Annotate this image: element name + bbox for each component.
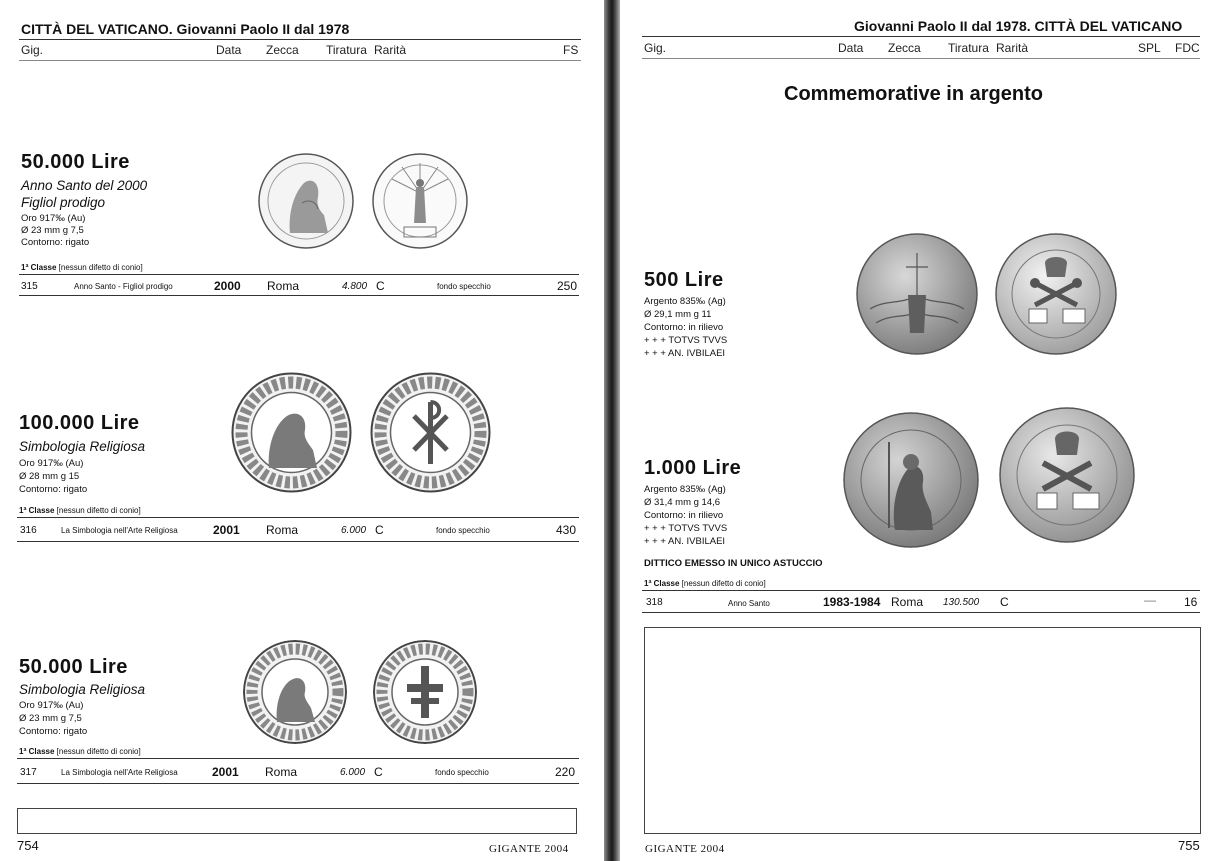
footer-brand: GIGANTE 2004 [645, 843, 725, 855]
row-fs: 430 [556, 523, 577, 537]
coin-obverse-image [843, 412, 979, 548]
col-fs: FS [563, 43, 579, 57]
row-spl: — [1144, 593, 1156, 607]
classe-note: [nessun difetto di conio] [56, 506, 141, 515]
row-gig: 317 [20, 767, 37, 778]
section-title: Commemorative in argento [784, 83, 1043, 105]
row-note: fondo specchio [436, 526, 490, 535]
row-desc: La Simbologia nell'Arte Religiosa [61, 768, 178, 777]
coin-obverse-image [231, 372, 352, 493]
row-tiratura: 6.000 [340, 767, 366, 778]
row-top-rule [17, 758, 579, 759]
row-note: fondo specchio [437, 282, 491, 291]
entry-denomination: 100.000 Lire [19, 412, 140, 434]
entry-spec: + + + TOTVS TVVS [644, 335, 728, 346]
col-zecca: Zecca [266, 43, 299, 57]
row-zecca: Roma [266, 523, 299, 537]
right-header-title: Giovanni Paolo II dal 1978. CITTÀ DEL VATICANO [854, 18, 1183, 34]
coin-obverse-image [243, 640, 347, 744]
col-tiratura: Tiratura [948, 41, 989, 55]
col-spl: SPL [1138, 41, 1161, 55]
entry-subtitle: Figliol prodigo [21, 195, 106, 210]
row-rarita: C [1000, 595, 1009, 609]
row-zecca: Roma [265, 765, 298, 779]
right-page [620, 0, 1221, 861]
dittico-note: DITTICO EMESSO IN UNICO ASTUCCIO [644, 558, 823, 569]
entry-spec: Oro 917‰ (Au) [19, 458, 84, 469]
col-rarita: Rarità [996, 41, 1029, 55]
footer-brand: GIGANTE 2004 [489, 843, 569, 855]
row-top-rule [19, 274, 579, 275]
col-data: Data [216, 43, 242, 57]
row-tiratura: 6.000 [341, 525, 367, 536]
entry-spec: Ø 28 mm g 15 [19, 471, 80, 482]
row-fdc: 16 [1184, 595, 1198, 609]
row-gig: 315 [21, 281, 38, 292]
entry-spec: Oro 917‰ (Au) [21, 213, 86, 224]
row-note: fondo specchio [435, 768, 489, 777]
entry-spec: Contorno: in rilievo [644, 322, 724, 333]
classe-note: [nessun difetto di conio] [681, 579, 766, 588]
coin-reverse-image [370, 372, 491, 493]
coin-obverse-image [258, 153, 354, 249]
empty-box [17, 808, 577, 834]
col-gig: Gig. [21, 43, 44, 57]
row-bottom-rule [19, 295, 579, 296]
entry-denomination: 50.000 Lire [19, 656, 128, 678]
entry-denomination: 1.000 Lire [644, 457, 742, 479]
coin-reverse-image [372, 153, 468, 249]
entry-denomination: 500 Lire [644, 269, 724, 291]
row-rarita: C [374, 765, 383, 779]
row-gig: 318 [646, 597, 663, 608]
entry-spec: Ø 23 mm g 7,5 [21, 225, 84, 236]
entry-spec: + + + AN. IVBILAEI [644, 536, 726, 547]
empty-box [644, 627, 1201, 834]
page-number: 755 [1178, 838, 1200, 853]
entry-spec: Contorno: rigato [19, 484, 88, 495]
row-zecca: Roma [891, 595, 924, 609]
subheader-rule [19, 60, 581, 61]
row-gig: 316 [20, 525, 37, 536]
coin-reverse-image [999, 407, 1135, 543]
row-data: 2001 [212, 765, 239, 779]
row-desc: Anno Santo - Figliol prodigo [74, 282, 173, 291]
left-header-title: CITTÀ DEL VATICANO. Giovanni Paolo II dal 1978 [21, 21, 350, 37]
row-tiratura: 4.800 [342, 281, 368, 292]
classe-bold: 1ª Classe [19, 747, 55, 756]
entry-spec: Argento 835‰ (Ag) [644, 296, 726, 307]
coin-reverse-image [995, 233, 1117, 355]
row-tiratura: 130.500 [943, 597, 980, 608]
book-spine [604, 0, 620, 861]
entry-subtitle: Simbologia Religiosa [19, 439, 146, 454]
entry-spec: Ø 23 mm g 7,5 [19, 713, 82, 724]
entry-denomination: 50.000 Lire [21, 151, 130, 173]
classe-note: [nessun difetto di conio] [56, 747, 141, 756]
row-bottom-rule [17, 541, 579, 542]
entry-spec: + + + TOTVS TVVS [644, 523, 728, 534]
row-zecca: Roma [267, 279, 300, 293]
entry-spec: Contorno: in rilievo [644, 510, 724, 521]
subheader-rule [642, 58, 1200, 59]
row-top-rule [17, 517, 579, 518]
row-data: 2001 [213, 523, 240, 537]
col-zecca: Zecca [888, 41, 921, 55]
classe-bold: 1ª Classe [21, 263, 57, 272]
classe-label [19, 506, 141, 515]
row-rarita: C [375, 523, 384, 537]
row-desc: Anno Santo [728, 599, 770, 608]
row-data: 1983-1984 [823, 595, 881, 609]
coin-reverse-image [373, 640, 477, 744]
row-bottom-rule [17, 783, 579, 784]
classe-bold: 1ª Classe [644, 579, 680, 588]
entry-spec: Ø 29,1 mm g 11 [644, 309, 712, 320]
classe-bold: 1ª Classe [19, 506, 55, 515]
row-data: 2000 [214, 279, 241, 293]
row-rarita: C [376, 279, 385, 293]
row-top-rule [642, 590, 1200, 591]
entry-subtitle: Anno Santo del 2000 [21, 178, 148, 193]
entry-spec: Oro 917‰ (Au) [19, 700, 84, 711]
page-number: 754 [17, 838, 39, 853]
entry-spec: Ø 31,4 mm g 14,6 [644, 497, 721, 508]
row-desc: La Simbologia nell'Arte Religiosa [61, 526, 178, 535]
left-page [0, 0, 604, 861]
col-fdc: FDC [1175, 41, 1200, 55]
col-data: Data [838, 41, 864, 55]
col-gig: Gig. [644, 41, 667, 55]
row-fs: 250 [557, 279, 578, 293]
col-rarita: Rarità [374, 43, 407, 57]
classe-note: [nessun difetto di conio] [58, 263, 143, 272]
classe-label [19, 747, 141, 756]
header-rule [19, 39, 581, 40]
col-tiratura: Tiratura [326, 43, 367, 57]
entry-spec: Contorno: rigato [21, 237, 90, 248]
row-bottom-rule [642, 612, 1200, 613]
entry-subtitle: Simbologia Religiosa [19, 682, 146, 697]
classe-label [21, 263, 143, 272]
entry-spec: Contorno: rigato [19, 726, 88, 737]
row-fs: 220 [555, 765, 576, 779]
header-rule [642, 36, 1200, 37]
classe-label [644, 579, 766, 588]
entry-spec: + + + AN. IVBILAEI [644, 348, 726, 359]
coin-obverse-image [856, 233, 978, 355]
entry-spec: Argento 835‰ (Ag) [644, 484, 726, 495]
